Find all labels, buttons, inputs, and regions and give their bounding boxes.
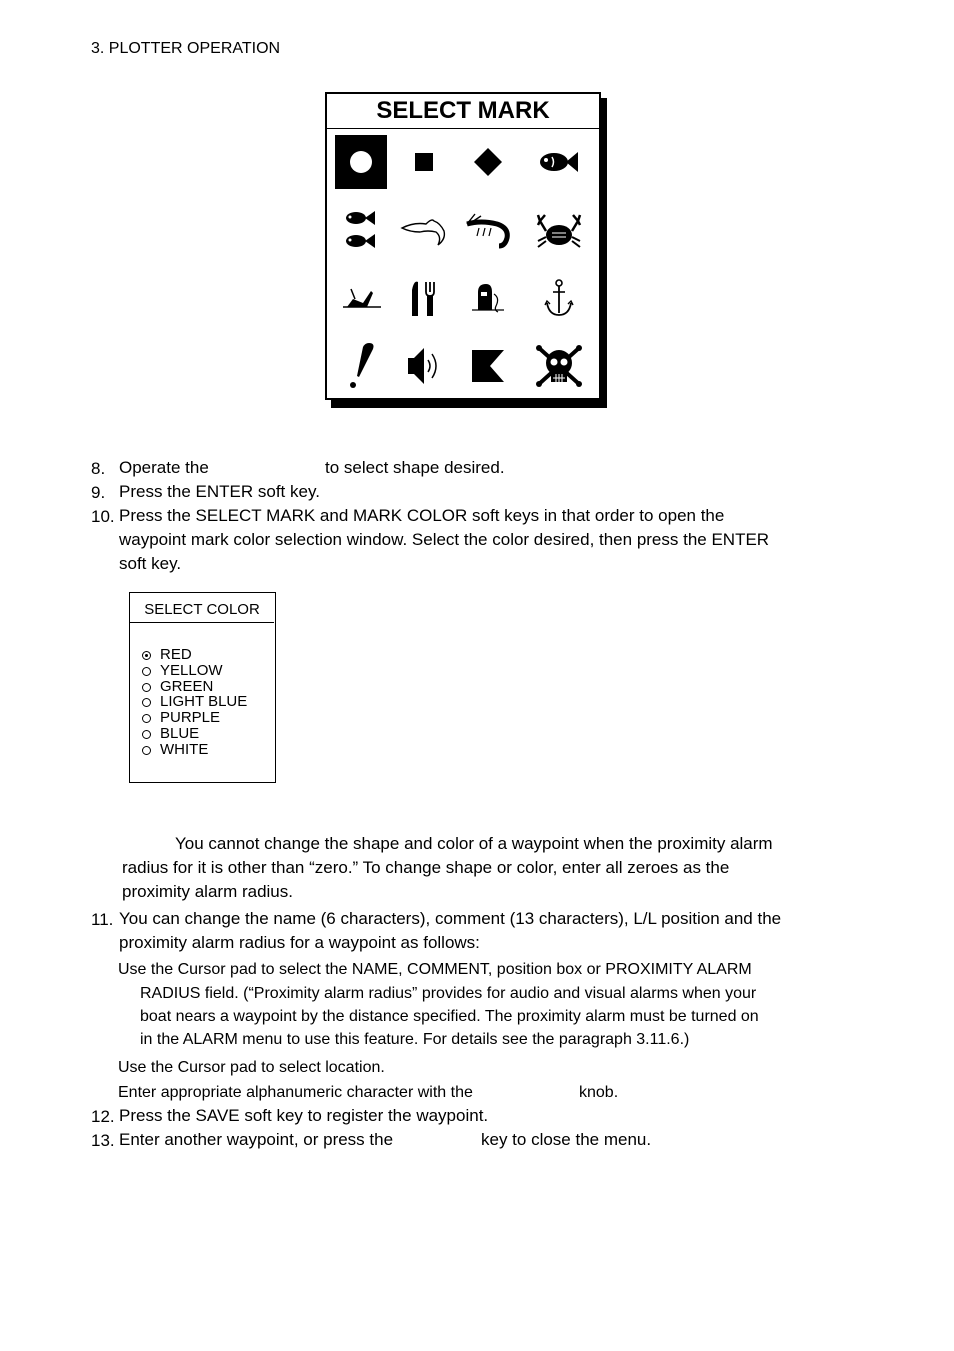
- color-option-white[interactable]: [142, 742, 208, 758]
- note-line-3: proximity alarm radius.: [122, 882, 293, 901]
- step-8-text-a: Operate the: [119, 458, 209, 477]
- dolphin-icon[interactable]: [398, 203, 450, 257]
- color-label: GREEN: [160, 678, 214, 695]
- select-mark-dialog: [325, 92, 601, 400]
- step-13-text-b: key to close the menu.: [481, 1130, 652, 1149]
- skull-icon[interactable]: [533, 339, 585, 393]
- sub-step-3-a: Enter appropriate alphanumeric character with the: [118, 1084, 473, 1101]
- color-label: PURPLE: [160, 709, 221, 726]
- radio-icon: [142, 698, 151, 707]
- step-10-line-3: soft key.: [119, 554, 182, 573]
- sub-step-1-line-3: boat nears a waypoint by the distance specified. The proximity alarm must be turned on: [140, 1008, 759, 1025]
- wreck-icon[interactable]: [335, 271, 387, 325]
- step-10-line-1: Press the SELECT MARK and MARK COLOR soft keys in that order to open the: [119, 506, 725, 525]
- step-13-number: 13.: [91, 1131, 115, 1150]
- step-10-number: 10.: [91, 507, 115, 526]
- select-mark-title: SELECT MARK: [327, 94, 599, 129]
- color-label: YELLOW: [160, 662, 223, 679]
- shrimp-icon[interactable]: [462, 203, 514, 257]
- sub-step-2: Use the Cursor pad to select location.: [118, 1059, 385, 1076]
- step-9-text: Press the ENTER soft key.: [119, 482, 320, 501]
- step-9-number: 9.: [91, 483, 106, 502]
- radio-icon: [142, 730, 151, 739]
- color-option-yellow[interactable]: [142, 663, 223, 679]
- fuel-icon[interactable]: [462, 271, 514, 325]
- note-line-2: radius for it is other than “zero.” To change shape or color, enter all zeroes as the: [122, 858, 730, 877]
- radio-icon: [142, 714, 151, 723]
- square-icon[interactable]: [398, 135, 450, 189]
- step-12-number: 12.: [91, 1107, 115, 1126]
- color-label: WHITE: [160, 741, 209, 758]
- sub-step-1-line-4: in the ALARM menu to use this feature. For details see the paragraph 3.11.6.): [140, 1031, 690, 1048]
- step-8-text-b: to select shape desired.: [325, 458, 505, 477]
- color-option-red[interactable]: [142, 647, 192, 663]
- anchor-icon[interactable]: [533, 271, 585, 325]
- crab-icon[interactable]: [533, 203, 585, 257]
- radio-icon: [142, 683, 151, 692]
- sub-step-3-b: knob.: [579, 1084, 619, 1101]
- step-8-number: 8.: [91, 459, 106, 478]
- step-11-number: 11.: [91, 910, 114, 929]
- sub-step-1-line-2: RADIUS field. (“Proximity alarm radius” provides for audio and visual alarms when your: [140, 985, 757, 1002]
- color-option-blue[interactable]: [142, 726, 199, 742]
- two-fish-icon[interactable]: [335, 203, 387, 257]
- select-color-title: SELECT COLOR: [130, 593, 274, 623]
- restaurant-icon[interactable]: [398, 271, 450, 325]
- circle-icon[interactable]: [335, 135, 387, 189]
- radio-selected-icon: [142, 651, 151, 660]
- speaker-icon[interactable]: [398, 339, 450, 393]
- color-label: LIGHT BLUE: [160, 693, 248, 710]
- fish-icon[interactable]: [533, 135, 585, 189]
- step-11-line-1: You can change the name (6 characters), comment (13 characters), L/L position and the: [119, 909, 782, 928]
- step-11-line-2: proximity alarm radius for a waypoint as follows:: [119, 933, 480, 952]
- step-12-text: Press the SAVE soft key to register the waypoint.: [119, 1106, 489, 1125]
- flag-icon[interactable]: [462, 339, 514, 393]
- exclamation-icon[interactable]: [335, 339, 387, 393]
- radio-icon: [142, 667, 151, 676]
- color-label: RED: [160, 646, 192, 663]
- note-line-1: You cannot change the shape and color of a waypoint when the proximity alarm: [175, 834, 773, 853]
- section-header: 3. PLOTTER OPERATION: [91, 40, 281, 57]
- radio-icon: [142, 746, 151, 755]
- color-option-light-blue[interactable]: [142, 694, 247, 710]
- select-color-dialog: [129, 592, 276, 783]
- step-10-line-2: waypoint mark color selection window. Select the color desired, then press the ENTER: [119, 530, 770, 549]
- step-13-text-a: Enter another waypoint, or press the: [119, 1130, 394, 1149]
- color-option-purple[interactable]: [142, 710, 220, 726]
- diamond-icon[interactable]: [462, 135, 514, 189]
- sub-step-1-line-1: Use the Cursor pad to select the NAME, COMMENT, position box or PROXIMITY ALARM: [118, 961, 752, 978]
- color-label: BLUE: [160, 725, 200, 742]
- note-paragraph: [122, 832, 840, 904]
